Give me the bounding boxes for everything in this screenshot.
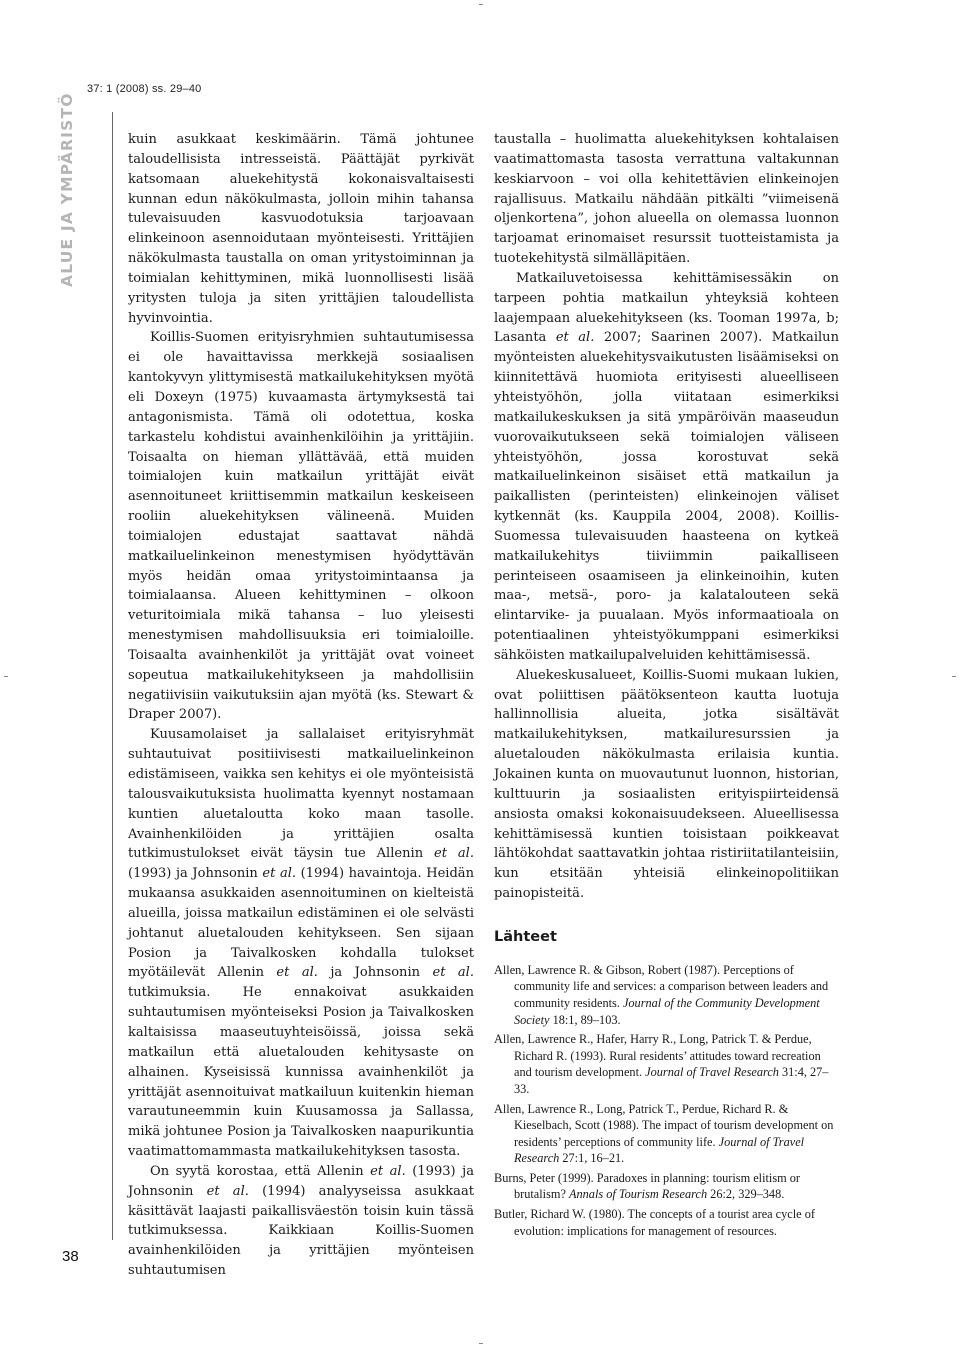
reference-journal: Journal of Travel Research xyxy=(514,1134,805,1166)
references-heading: Lähteet xyxy=(494,928,557,945)
margin-rule xyxy=(112,112,113,1240)
reference-item xyxy=(494,962,839,1028)
italic-run: et al. xyxy=(206,1183,249,1199)
text-run: tutkimuksia. He ennakoivat asukkaiden suhtautumisen myönteiseksi Posion ja Taivalkosken kaltaisissa maaseutuyhteisöissä, joissa sekä matkailun että aluetalouden kehitysaste on alhainen. Kyseisissä kunnissa avainhenkilöt ja yrittäjät asennoituivat matkailuun kuitenkin hieman varautuneemmin kuin Kuusamossa ja Sallassa, mikä johtunee Posion ja Taivalkosken naapurikuntia vaatimattomammasta matkailukehityksen tasosta. xyxy=(128,985,474,1160)
text-run: ja Johnsonin xyxy=(317,965,433,981)
italic-run: et al. xyxy=(432,965,474,981)
reference-item xyxy=(494,1206,839,1239)
reference-text: Burns, Peter (1999). Paradoxes in planning: tourism elitism or brutalism? xyxy=(494,1170,801,1202)
left-column xyxy=(128,130,474,1281)
paragraph: Aluekeskusalueet, Koillis-Suomi mukaan lukien, ovat poliittisen päätöksenteon kautta luotuja hallinnollisia alueita, jotka sisältävät matkailukehityksen, matkailuresurssien ja aluetalouden näkökulmasta erilaisia kuntia. Jokainen kunta on muovautunut luonnon, historian, kulttuurin ja sosiaalisten erityispiirteidensä ansiosta omaksi kokonaisuudekseen. Alueellisessa kehittämisessä kuntien toisistaan poikkeavat lähtökohdat saattavatkin johtaa ristiriitatilanteisiin, kun etsitään yhteisiä elinkeinopolitiikan painopisteitä. xyxy=(494,667,839,902)
reference-item xyxy=(494,1101,839,1167)
references-list xyxy=(494,962,839,1240)
crop-mark-bottom xyxy=(479,1343,483,1344)
paragraph: taustalla – huolimatta aluekehityksen kohtalaisen vaatimattomasta tasosta verrattuna valtakunnan keskiarvoon – voi olla kehitettävien elinkeinojen rajallisuus. Matkailu nähdään pitkälti ”viimeisenä oljenkortena”, johon alueella on olemassa luonnon tarjoamat erinomaiset resurssit tuotteistamista ja tuotekehitystä silmälläpitäen. xyxy=(494,132,839,267)
reference-journal: Annals of Tourism Research xyxy=(568,1187,708,1202)
text-run: 2007; Saarinen 2007). Matkailun myönteisten aluekehitysvaikutusten lisäämiseksi on kiinnitettävä huomiota erityisesti alueelliseen yhteistyöhön, jolla viitataan esimerkiksi matkailukeskuksen ja sitä ympäröivän maaseudun vuorovaikutukseen sekä toimialojen väliseen yhteistyöhön, jossa korostuvat sekä matkailuelinkeinon sisäiset että matkailun ja paikallisten (perinteisten) elinkeinojen väliset kytkennät (ks. Kauppila 2004, 2008). Koillis-Suomessa tulevaisuuden haasteena on kytkeä matkailukehitys tiiviimmin paikalliseen perinteiseen osaamiseen ja elinkeinoihin, kuten maa-, metsä-, poro- ja kalatalouteen sekä elintarvike- ja puualaan. Myös informaatioala on potentiaalinen yhteistyökumppani esimerkiksi sähköisten matkailupalveluiden kehittämisessä. xyxy=(494,330,839,663)
reference-item xyxy=(494,1031,839,1097)
crop-mark-left xyxy=(4,676,8,677)
italic-run: et al. xyxy=(434,846,474,862)
crop-mark-top xyxy=(479,4,483,5)
reference-text: Butler, Richard W. (1980). The concepts of a tourist area cycle of evolution: implications for management of resources. xyxy=(494,1207,815,1238)
reference-journal: Journal of Travel Research xyxy=(645,1065,779,1080)
text-run: (1993) ja Johnsonin xyxy=(128,1163,474,1199)
paragraph xyxy=(494,269,839,666)
journal-side-title-text: ALUE JA YMPÄRISTÖ xyxy=(58,92,76,287)
reference-item xyxy=(494,1170,839,1203)
paragraph xyxy=(128,725,474,1162)
text-run: On syytä korostaa, että Allenin xyxy=(150,1163,371,1179)
italic-run: et al. xyxy=(262,866,297,882)
reference-tail: 27:1, 16–21. xyxy=(559,1151,625,1166)
italic-run: et al. xyxy=(276,965,318,981)
text-run: (1994) havaintoja. Heidän mukaansa asukkaiden asennoituminen on kielteistä alueilla, joissa matkailun edistäminen ei ole selvästi johtanut aluetalouden kehitykseen. Sen sijaan Posion ja Taivalkosken kohdalla tulokset myötäilevät Allenin xyxy=(128,866,474,981)
text-run: (1993) ja Johnsonin xyxy=(128,866,263,882)
reference-tail: 26:2, 329–348. xyxy=(707,1187,785,1202)
text-run: Matkailuvetoisessa kehittämisessäkin on tarpeen pohtia matkailun yhteyksiä kohteen laajempaan aluekehitykseen (ks. Tooman 1997a, b; Lasanta xyxy=(494,270,839,346)
running-head: 37: 1 (2008) ss. 29–40 xyxy=(87,83,202,95)
italic-run: et al. xyxy=(555,330,595,346)
reference-text: Allen, Lawrence R. & Gibson, Robert (1987). Perceptions of community life and services: a comparison between leaders and community residents. xyxy=(494,962,829,1010)
reference-text: Allen, Lawrence R., Long, Patrick T., Perdue, Richard R. & Kieselbach, Scott (1988). The impact of tourism development on residents’ perceptions of community life. xyxy=(494,1101,834,1149)
paragraph xyxy=(128,1162,474,1281)
paragraph: Koillis-Suomen erityisryhmien suhtautumisessa ei ole havaittavissa merkkejä sosiaalisen kantokyvyn ylittymisestä matkailukehityksen myötä eli Doxeyn (1975) kuvaamasta ärtymyksestä tai antagonismista. Tämä oli odotettua, koska tarkastelu kohdistui avainhenkilöihin ja yrittäjiin. Toisaalta on hieman yllättävää, että muiden toimialojen kuin matkailun yrittäjät eivät asennoituneet kriittisemmin matkailun keskeiseen rooliin aluekehityksen välineenä. Muiden toimialojen edustajat saattavat nähdä matkailuelinkeinon menestymisen hyödyttävän myös heidän omaa yritystoimintaansa ja toimialaansa. Alueen kehittyminen – olkoon veturitoimiala mikä tahansa – luo yleisesti menestymisen mahdollisuuksia eri toimialoille. Toisaalta avainhenkilöt ja yrittäjät ovat voineet sopeutua matkailukehitykseen ja mahdollisiin negatiivisiin vaikutuksiin ajan myötä (ks. Stewart & Draper 2007). xyxy=(128,330,474,723)
right-column xyxy=(494,130,839,1242)
page-number: 38 xyxy=(62,1248,79,1265)
reference-text: Allen, Lawrence R., Hafer, Harry R., Long, Patrick T. & Perdue, Richard R. (1993). Rural residents’ attitudes toward recreation and tourism development. xyxy=(494,1032,821,1080)
paragraph: kuin asukkaat keskimäärin. Tämä johtunee taloudellisista intresseistä. Päättäjät pyrkivät katsomaan aluekehitystä kokonaisvaltaisesti kunnan edun näkökulmasta, jolloin mihin tahansa tulevaisuuden kasvuodotuksia tarjoavaan elinkeinoon asennoidutaan myönteisesti. Yrittäjien näkökulmasta taustalla on oman yritystoiminnan ja toimialan kehittyminen, mikä luonnollisesti lisää yritysten tuloja ja siten yrittäjien taloudellista hyvinvointia. xyxy=(128,132,474,326)
reference-tail: 31:4, 27–33. xyxy=(514,1065,829,1096)
italic-run: et al. xyxy=(370,1163,406,1179)
text-run: (1994) analyyseissa asukkaat käsittävät laajasti paikallisväestön toisin kuin tässä tutkimuksessa. Kaikkiaan Koillis-Suomen avainhenkilöiden ja yrittäjien myönteisen suhtautumisen xyxy=(128,1183,474,1279)
text-run: Kuusamolaiset ja sallalaiset erityisryhmät suhtautuivat positiivisesti matkailuelinkeinon edistämiseen, vaikka sen kehitys ei ole myönteisistä talousvaikutuksista huolimatta kyennyt nostamaan kuntien aluetaloutta koko maan tasolle. Avainhenkilöiden ja yrittäjien osalta tutkimustulokset eivät täysin tue Allenin xyxy=(128,727,474,862)
crop-mark-right xyxy=(952,676,956,677)
journal-side-title xyxy=(56,92,80,287)
reference-tail: 18:1, 89–103. xyxy=(549,1012,621,1027)
reference-journal: Journal of the Community Development Society xyxy=(514,995,820,1027)
